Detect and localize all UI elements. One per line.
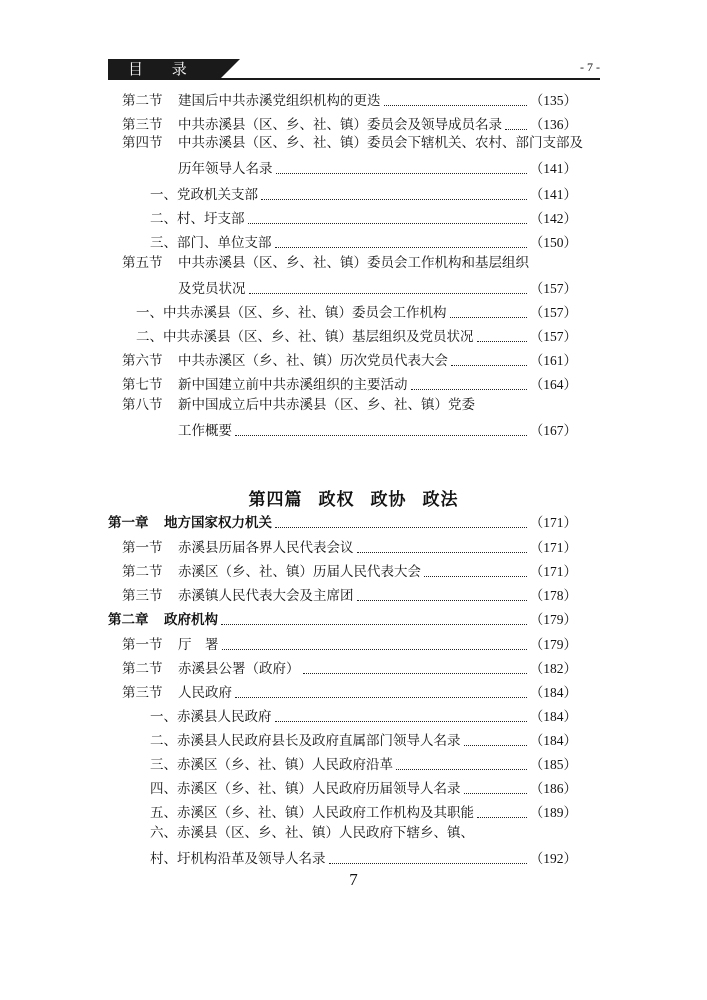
- toc-entry-page: （164）: [529, 377, 577, 392]
- toc-entry-page: （171）: [529, 515, 577, 530]
- toc-entry-title: 人民政府: [178, 685, 232, 701]
- toc-entry-number: 第一节: [122, 540, 163, 556]
- toc-leader-dots: [464, 785, 527, 794]
- toc-leader-dots: [396, 761, 527, 770]
- toc-entry[interactable]: [122, 86, 577, 110]
- toc-entry-title: 赤溪县历届各界人民代表会议: [178, 540, 354, 556]
- part-title-word: 政法: [422, 490, 459, 510]
- part-heading: [0, 485, 707, 510]
- toc-subentry[interactable]: [136, 298, 577, 322]
- toc-entry-number: 第三节: [122, 588, 163, 604]
- toc-leader-dots: [222, 641, 527, 650]
- toc-entry-number: 第二节: [122, 93, 163, 109]
- toc-subentry[interactable]: [150, 204, 577, 228]
- toc-entry-continuation[interactable]: [178, 416, 577, 440]
- toc-leader-dots: [357, 544, 527, 553]
- toc-leader-dots: [357, 592, 527, 601]
- toc-entry-page: （182）: [529, 661, 577, 676]
- header-page-number: - 7 -: [580, 60, 600, 74]
- toc-leader-dots: [424, 568, 527, 577]
- toc-entry-page: （141）: [529, 161, 577, 176]
- toc-entry-title: 二、赤溪县人民政府县长及政府直属部门领导人名录: [150, 733, 461, 749]
- toc-entry-page: （192）: [529, 851, 577, 866]
- toc-chapter[interactable]: [108, 605, 577, 629]
- toc-leader-dots: [275, 239, 527, 248]
- toc-entry-title: 新中国成立后中共赤溪县（区、乡、社、镇）党委: [178, 397, 475, 413]
- toc-entry-page: （157）: [529, 305, 577, 320]
- toc-entry-title: 五、赤溪区（乡、社、镇）人民政府工作机构及其职能: [150, 805, 474, 821]
- toc-entry-page: （184）: [529, 685, 577, 700]
- toc-entry-continuation[interactable]: [178, 274, 577, 298]
- toc-subentry[interactable]: [150, 702, 577, 726]
- toc-entry-title: 二、中共赤溪县（区、乡、社、镇）基层组织及党员状况: [136, 329, 474, 345]
- toc-entry-page: （186）: [529, 781, 577, 796]
- toc-entry-number: 第七节: [122, 377, 163, 393]
- toc-entry-page: （157）: [529, 329, 577, 344]
- toc-leader-dots: [411, 381, 527, 390]
- part-title-word: 政协: [370, 490, 407, 510]
- toc-entry-page: （189）: [529, 805, 577, 820]
- toc-subentry-first-line[interactable]: [150, 824, 474, 842]
- toc-leader-dots: [329, 855, 527, 864]
- toc-entry-title: 厅 署: [178, 637, 219, 653]
- toc-leader-dots: [505, 121, 527, 130]
- toc-entry-continuation[interactable]: [150, 844, 577, 868]
- toc-leader-dots: [451, 357, 527, 366]
- toc-entry-page: （161）: [529, 353, 577, 368]
- toc-leader-dots: [235, 689, 527, 698]
- toc-leader-dots: [477, 333, 527, 342]
- toc-leader-dots: [261, 191, 527, 200]
- toc-entry-page: （167）: [529, 423, 577, 438]
- toc-entry-number: 第二节: [122, 661, 163, 677]
- toc-entry-title: 赤溪镇人民代表大会及主席团: [178, 588, 354, 604]
- toc-leader-dots: [235, 427, 527, 436]
- toc-subentry[interactable]: [150, 180, 577, 204]
- toc-entry-title-continued: 工作概要: [178, 423, 232, 439]
- toc-entry-title-continued: 村、圩机构沿革及领导人名录: [150, 851, 326, 867]
- toc-entry-title: 一、党政机关支部: [150, 187, 258, 203]
- toc-entry-title: 新中国建立前中共赤溪组织的主要活动: [178, 377, 408, 393]
- toc-leader-dots: [477, 809, 527, 818]
- toc-entry-page: （142）: [529, 211, 577, 226]
- toc-subentry[interactable]: [150, 798, 577, 822]
- toc-leader-dots: [249, 285, 527, 294]
- toc-entry-page: （171）: [529, 564, 577, 579]
- toc-entry-title: 中共赤溪县（区、乡、社、镇）委员会及领导成员名录: [178, 117, 502, 133]
- toc-entry-number: 第三节: [122, 685, 163, 701]
- toc-entry-page: （184）: [529, 733, 577, 748]
- toc-entry-first-line[interactable]: [122, 134, 583, 152]
- toc-entry[interactable]: [122, 533, 577, 557]
- toc-entry-title: 中共赤溪县（区、乡、社、镇）委员会下辖机关、农村、部门支部及: [178, 135, 583, 151]
- toc-entry[interactable]: [122, 581, 577, 605]
- toc-entry-page: （171）: [529, 540, 577, 555]
- toc-subentry[interactable]: [150, 228, 577, 252]
- toc-entry-number: 第六节: [122, 353, 163, 369]
- toc-entry-page: （178）: [529, 588, 577, 603]
- toc-entry-title-continued: 历年领导人名录: [178, 161, 273, 177]
- toc-entry-first-line[interactable]: [122, 396, 475, 414]
- toc-leader-dots: [221, 616, 527, 625]
- toc-leader-dots: [276, 165, 527, 174]
- toc-entry-title-continued: 及党员状况: [178, 281, 246, 297]
- toc-entry-page: （184）: [529, 709, 577, 724]
- toc-entry-title: 建国后中共赤溪党组织机构的更迭: [178, 93, 381, 109]
- toc-entry-title: 一、中共赤溪县（区、乡、社、镇）委员会工作机构: [136, 305, 447, 321]
- toc-leader-dots: [248, 215, 527, 224]
- toc-leader-dots: [275, 519, 527, 528]
- toc-entry-number: 第八节: [122, 397, 163, 413]
- toc-entry-title: 六、赤溪县（区、乡、社、镇）人民政府下辖乡、镇、: [150, 825, 474, 841]
- toc-entry-title: 三、赤溪区（乡、社、镇）人民政府沿革: [150, 757, 393, 773]
- toc-chapter-title: 地方国家权力机关: [164, 515, 272, 531]
- toc-entry-title: 二、村、圩支部: [150, 211, 245, 227]
- toc-leader-dots: [303, 665, 527, 674]
- toc-subentry[interactable]: [136, 322, 577, 346]
- toc-subentry[interactable]: [150, 774, 577, 798]
- toc-entry-number: 第五节: [122, 255, 163, 271]
- toc-chapter-number: 第二章: [108, 612, 149, 628]
- toc-entry[interactable]: [122, 630, 577, 654]
- toc-entry-title: 中共赤溪区（乡、社、镇）历次党员代表大会: [178, 353, 448, 369]
- toc-leader-dots: [450, 309, 527, 318]
- toc-entry-number: 第三节: [122, 117, 163, 133]
- toc-chapter-number: 第一章: [108, 515, 149, 531]
- toc-entry-number: 第一节: [122, 637, 163, 653]
- part-title-word: 政权: [318, 490, 355, 510]
- toc-entry-title: 中共赤溪县（区、乡、社、镇）委员会工作机构和基层组织: [178, 255, 529, 271]
- toc-entry-title: 赤溪区（乡、社、镇）历届人民代表大会: [178, 564, 421, 580]
- toc-entry-page: （150）: [529, 235, 577, 250]
- toc-entry-title: 赤溪县公署（政府）: [178, 661, 300, 677]
- toc-entry-page: （179）: [529, 612, 577, 627]
- toc-chapter-title: 政府机构: [164, 612, 218, 628]
- toc-leader-dots: [464, 737, 527, 746]
- toc-leader-dots: [275, 713, 527, 722]
- toc-entry-page: （157）: [529, 281, 577, 296]
- toc-entry-title: 三、部门、单位支部: [150, 235, 272, 251]
- toc-entry[interactable]: [122, 370, 577, 394]
- toc-entry-page: （185）: [529, 757, 577, 772]
- toc-entry-page: （136）: [529, 117, 577, 132]
- toc-chapter[interactable]: [108, 508, 577, 532]
- toc-entry-page: （179）: [529, 637, 577, 652]
- toc-entry[interactable]: [122, 678, 577, 702]
- toc-entry[interactable]: [122, 654, 577, 678]
- toc-subentry[interactable]: [150, 726, 577, 750]
- toc-entry[interactable]: [122, 346, 577, 370]
- toc-entry[interactable]: [122, 110, 577, 134]
- toc-entry-number: 第二节: [122, 564, 163, 580]
- toc-entry-number: 第四节: [122, 135, 163, 151]
- toc-entry-page: （141）: [529, 187, 577, 202]
- header-title: 目 录: [128, 60, 199, 78]
- toc-entry[interactable]: [122, 557, 577, 581]
- header-rule: [108, 78, 600, 80]
- toc-subentry[interactable]: [150, 750, 577, 774]
- toc-entry-title: 四、赤溪区（乡、社、镇）人民政府历届领导人名录: [150, 781, 461, 797]
- toc-entry-page: （135）: [529, 93, 577, 108]
- page-folio: 7: [349, 870, 358, 889]
- toc-entry-continuation[interactable]: [178, 154, 577, 178]
- part-number: 第四篇: [248, 490, 303, 510]
- toc-entry-first-line[interactable]: [122, 254, 529, 272]
- toc-leader-dots: [384, 97, 527, 106]
- toc-entry-title: 一、赤溪县人民政府: [150, 709, 272, 725]
